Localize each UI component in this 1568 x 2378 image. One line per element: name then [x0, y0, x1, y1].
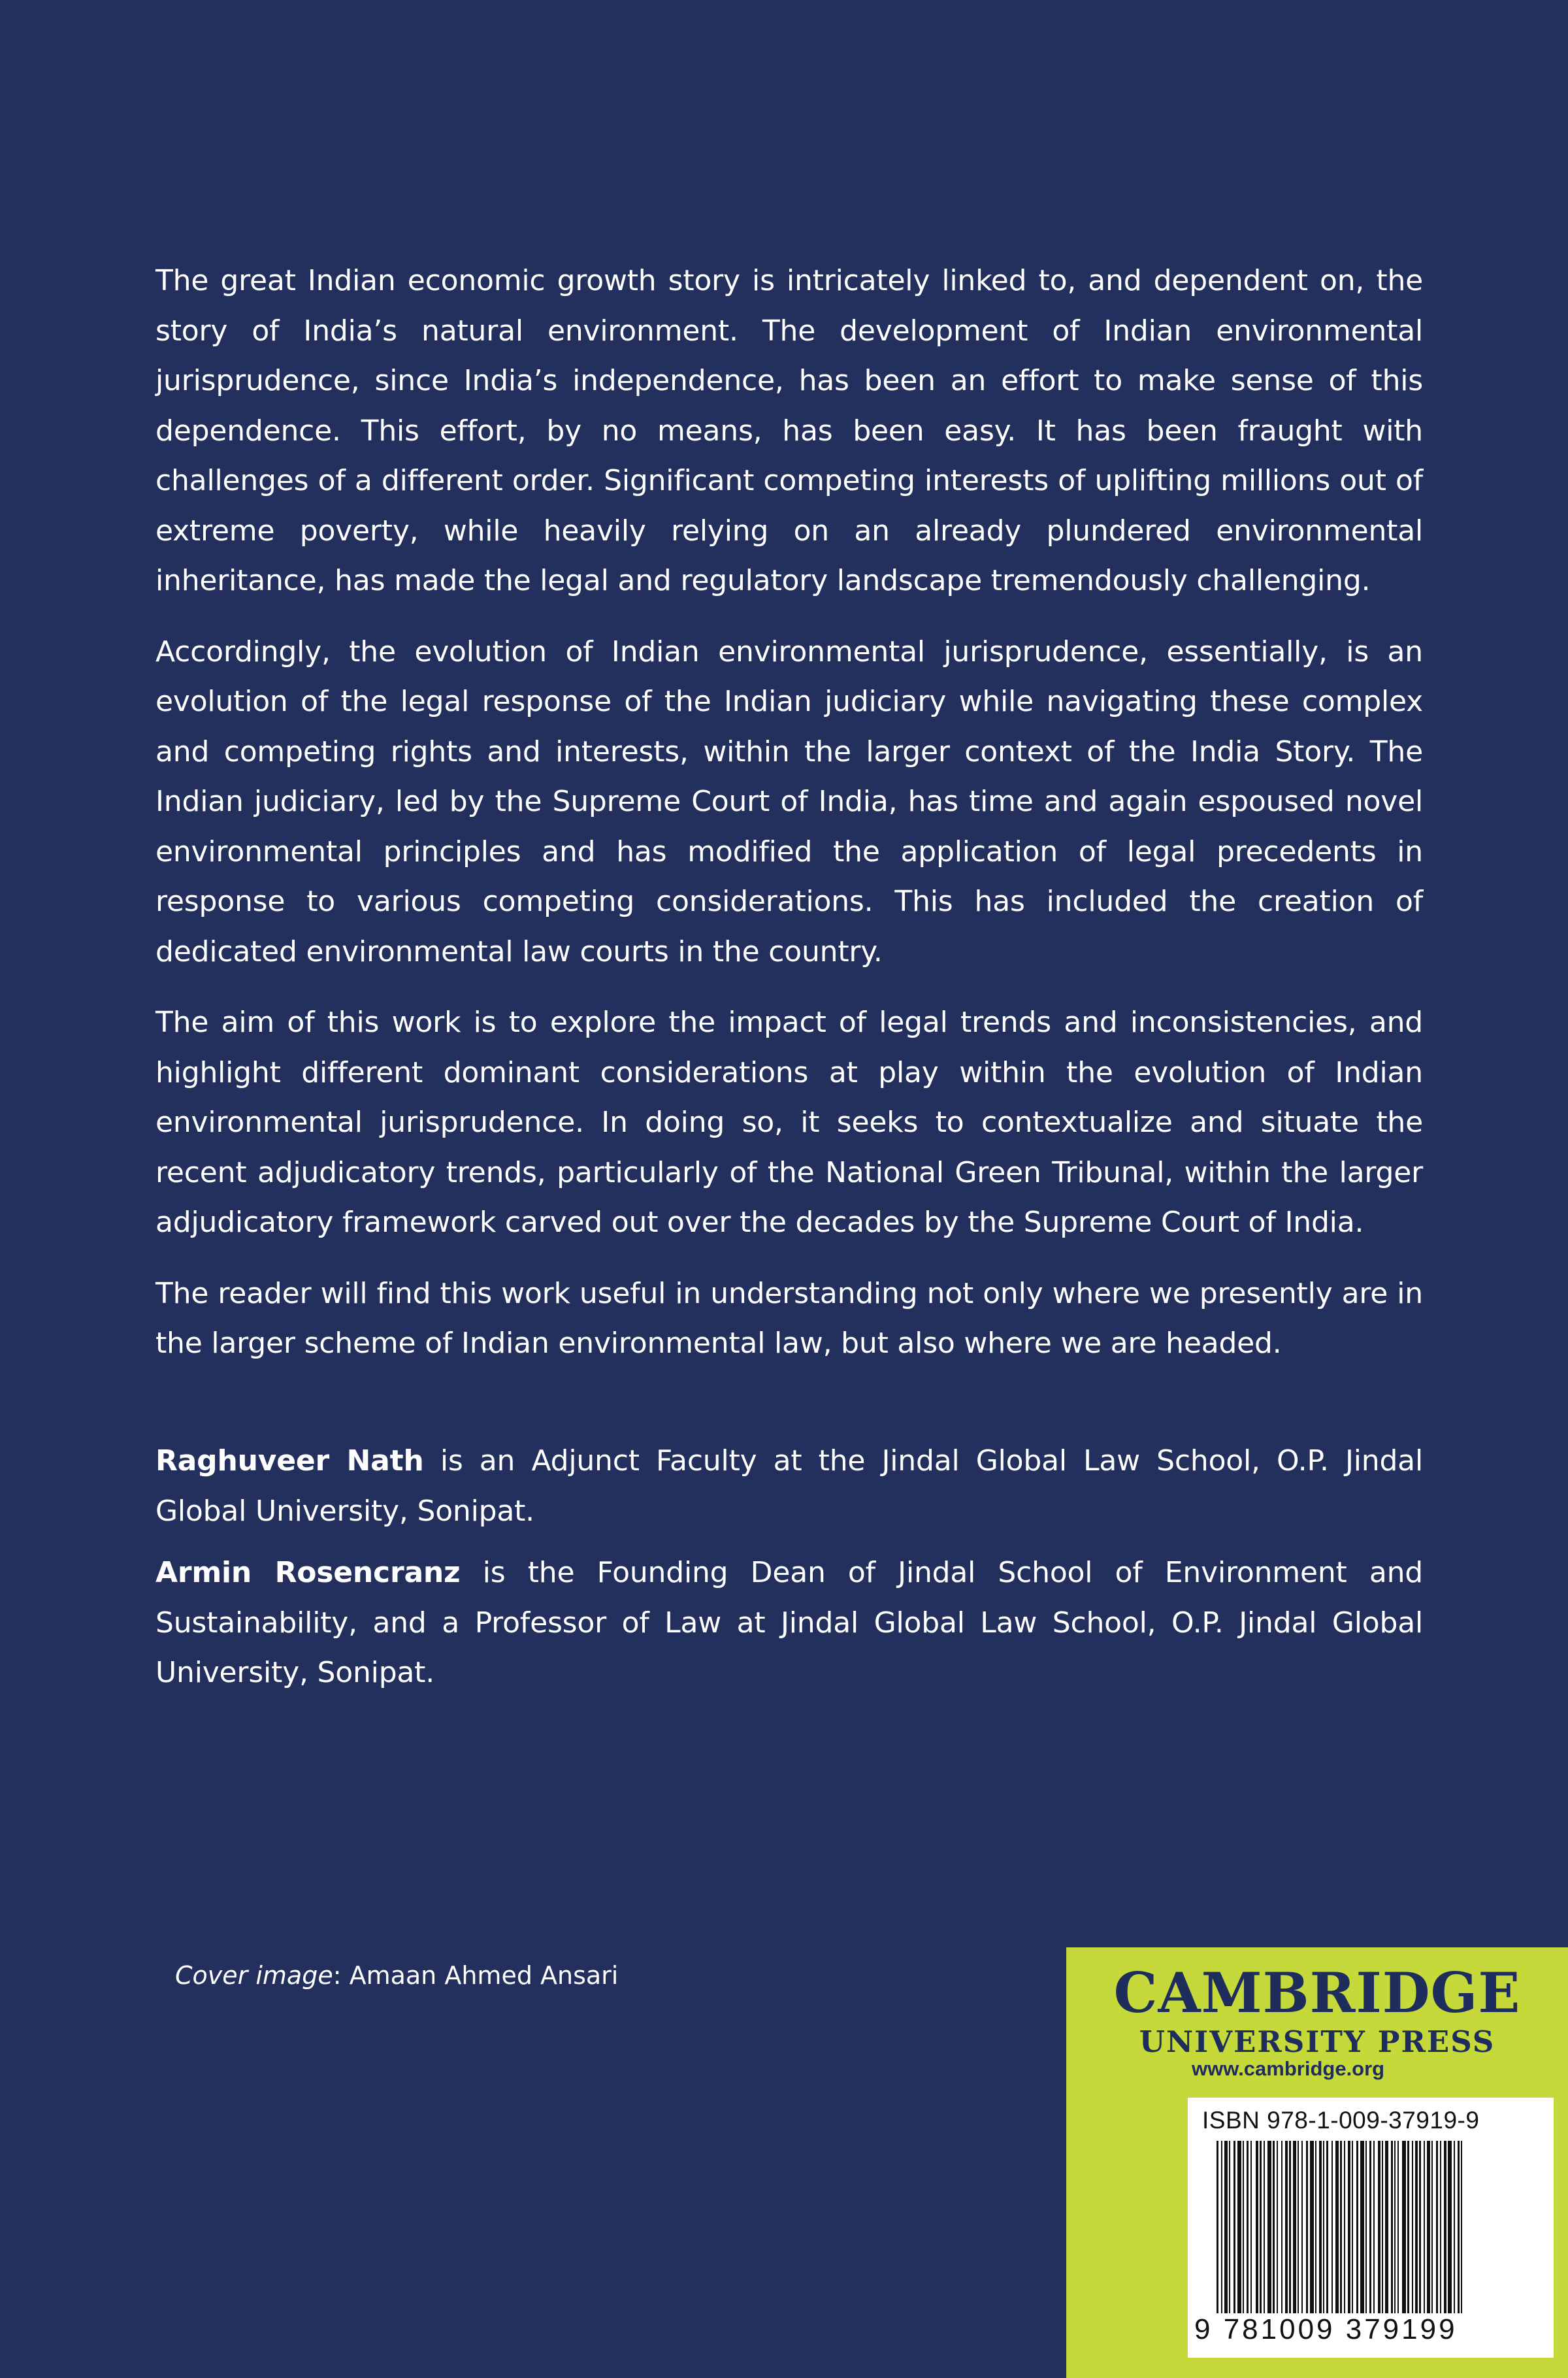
author-bios	[155, 1436, 1423, 1710]
author-name-2: Armin Rosencranz	[155, 1556, 461, 1589]
blurb-paragraph-1: The great Indian economic growth story is intricately linked to, and dependent on, the story of India’s natural environment. The development of Indian environmental jurisprudence, since India’s independence, has been an effort to make sense of this dependence. This effort, by no means, has been easy. It has been fraught with challenges of a different order. Significant competing interests of uplifting millions out of extreme poverty, while heavily relying on an already plundered environmental inheritance, has made the legal and regulatory landscape tremendously challenging.	[155, 264, 1423, 597]
publisher-subtitle: UNIVERSITY PRESS	[1139, 2024, 1495, 2059]
blurb	[155, 256, 1423, 1390]
author-bio-1	[155, 1436, 1423, 1536]
publisher-logo	[1066, 1962, 1568, 2060]
author-bio-2	[155, 1548, 1423, 1698]
barcode-number: 9 781009 379199	[1194, 2313, 1547, 2346]
author-bio-text-1: is an Adjunct Faculty at the Jindal Global Law School, O.P. Jindal Global University, Sonipat.	[155, 1444, 1423, 1528]
cover-image-credit	[175, 1959, 618, 1992]
author-bio-text-2: is the Founding Dean of Jindal School of Environment and Sustainability, and a Professor of Law at Jindal Global Law School, O.P. Jindal Global University, Sonipat.	[155, 1556, 1423, 1689]
publisher-name: CAMBRIDGE	[1113, 1960, 1521, 2025]
blurb-paragraph-3: The aim of this work is to explore the impact of legal trends and inconsistencies, and highlight different dominant considerations at play within the evolution of Indian environmental jurisprudence. In doing so, it seeks to contextualize and situate the recent adjudicatory trends, particularly of the National Green Tribunal, within the larger adjudicatory framework carved out over the decades by the Supreme Court of India.	[155, 1006, 1423, 1239]
blurb-paragraph-2: Accordingly, the evolution of Indian environmental jurisprudence, essentially, is an evolution of the legal response of the Indian judiciary while navigating these complex and competing rights and interests, within the larger context of the India Story. The Indian judiciary, led by the Supreme Court of India, has time and again espoused novel environmental principles and has modified the application of legal precedents in response to various competing considerations. This has included the creation of dedicated environmental law courts in the country.	[155, 635, 1423, 968]
isbn-label: ISBN 978-1-009-37919-9	[1202, 2107, 1480, 2134]
credit-value: : Amaan Ahmed Ansari	[333, 1961, 619, 1990]
author-name-1: Raghuveer Nath	[155, 1444, 424, 1478]
blurb-paragraph-4: The reader will find this work useful in understanding not only where we presently are in the larger scheme of Indian environmental law, but also where we are headed.	[155, 1276, 1423, 1360]
barcode-icon	[1214, 2141, 1527, 2330]
publisher-imprint-panel	[1066, 1947, 1568, 2378]
credit-label: Cover image	[175, 1961, 333, 1990]
barcode-box	[1188, 2098, 1554, 2358]
publisher-website: www.cambridge.org	[1192, 2057, 1385, 2080]
